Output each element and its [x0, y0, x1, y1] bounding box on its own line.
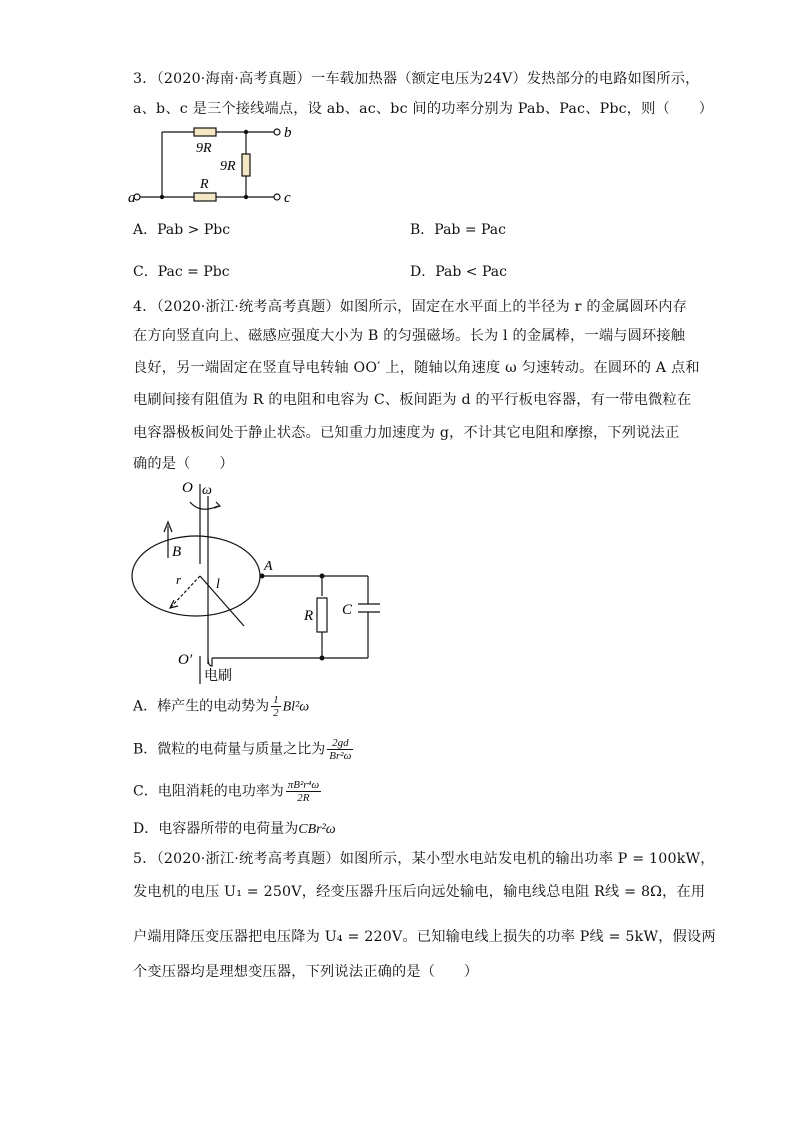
q4-stem-line-3: 良好，另一端固定在竖直导电转轴 OO′ 上，随轴以角速度 ω 匀速转动。在圆环的 A 点和	[133, 360, 700, 376]
q4-option-b-prefix: B．微粒的电荷量与质量之比为	[133, 741, 326, 758]
q3-circuit-diagram	[128, 120, 308, 212]
q4-stem-line-2: 在方向竖直向上、磁感应强度大小为 B 的匀强磁场。长为 l 的金属棒，一端与圆环接触	[133, 328, 686, 344]
q4-option-b-fraction: $\frac{2gd}{\text{Br²ω}}$	[329, 737, 352, 762]
q4-option-c-fraction: $\frac{\text{πB²r⁴ω}}{2R}$	[287, 779, 320, 804]
q3-label-9r-right: 9R	[220, 159, 236, 174]
q4-label-l: l	[216, 577, 220, 592]
q3-option-c[interactable]: C．Pac = Pbc	[133, 264, 230, 280]
q3-resistor-r	[194, 193, 216, 201]
q4-label-resistor: R	[304, 608, 314, 624]
q3-option-b[interactable]: B．Pab = Pac	[410, 222, 506, 238]
q4-label-o-prime: O′	[178, 652, 193, 668]
q3-label-r: R	[200, 177, 209, 192]
q5-stem-line-2: 发电机的电压 U₁ = 250V，经变压器升压后向远处输电，输电线总电阻 R线 = 8Ω，在用	[133, 884, 706, 900]
q4-option-a-prefix: A．棒产生的电动势为	[133, 698, 270, 715]
q4-stem-line-1: 4．（2020·浙江·统考高考真题）如图所示，固定在水平面上的半径为 r 的金属圆环内存	[133, 299, 688, 315]
q4-option-c-prefix: C．电阻消耗的电功率为	[133, 783, 284, 800]
q4-rotation-arrow	[190, 502, 218, 509]
q4-label-b: B	[172, 544, 182, 560]
q4-option-c[interactable]	[133, 779, 323, 804]
q4-metal-rod	[200, 576, 244, 626]
q4-option-d-prefix: D．电容器所带的电荷量为	[133, 821, 299, 837]
q5-stem-line-4: 个变压器均是理想变压器，下列说法正确的是（ ）	[133, 964, 479, 980]
q4-rotating-rod-diagram	[128, 476, 388, 686]
q3-option-d[interactable]: D．Pab < Pac	[410, 264, 507, 280]
q5-stem-line-3: 户端用降压变压器把电压降为 U₄ = 220V。已知输电线上损失的功率 P线 = 5kW，假设两	[133, 929, 716, 945]
q4-resistor	[317, 598, 327, 632]
q3-resistor-9r-right	[242, 154, 250, 176]
q3-stem-line-1: 3．（2020·海南·高考真题）一车载加热器（额定电压为24V）发热部分的电路如图所示，	[133, 71, 700, 87]
q4-option-a-fraction: $\frac{1}{2}$	[273, 694, 279, 719]
q4-stem-line-6: 确的是（ ）	[133, 456, 234, 472]
q3-terminal-b	[274, 129, 280, 135]
q4-label-o: O	[182, 480, 193, 496]
q4-option-a[interactable]	[133, 694, 309, 719]
q4-label-a: A	[264, 559, 273, 574]
q4-label-r-radius: r	[176, 572, 182, 587]
q4-stem-line-4: 电刷间接有阻值为 R 的电阻和电容为 C、板间距为 d 的平行板电容器，有一带电微粒在	[133, 392, 692, 408]
q4-label-brush: 电刷	[204, 669, 232, 684]
q3-stem-line-2: a、b、c 是三个接线端点，设 ab、ac、bc 间的功率分别为 Pab、Pac、Pbc，则（ ）	[133, 101, 714, 117]
q4-metal-ring	[132, 536, 260, 616]
q4-radius-line	[170, 576, 200, 608]
q5-stem-line-1: 5．（2020·浙江·统考高考真题）如图所示，某小型水电站发电机的输出功率 P = 100kW，	[133, 851, 715, 867]
q3-label-b: b	[284, 125, 292, 141]
q3-terminal-c	[274, 194, 280, 200]
q4-option-b[interactable]	[133, 737, 355, 762]
q4-option-d[interactable]	[133, 818, 336, 838]
q3-label-9r-top: 9R	[196, 141, 212, 156]
q4-option-d-suffix: CBr²ω	[298, 822, 336, 837]
q4-stem-line-5: 电容器极板间处于静止状态。已知重力加速度为 g，不计其它电阻和摩擦，下列说法正	[133, 425, 680, 441]
q3-label-c: c	[284, 190, 291, 206]
q3-option-a[interactable]: A．Pab > Pbc	[133, 222, 231, 238]
q3-label-a: a	[128, 190, 136, 206]
q4-label-capacitor: C	[342, 602, 353, 618]
q4-option-a-suffix: Bl²ω	[282, 699, 310, 715]
q3-resistor-9r-top	[194, 128, 216, 136]
q4-label-omega: ω	[202, 483, 212, 498]
